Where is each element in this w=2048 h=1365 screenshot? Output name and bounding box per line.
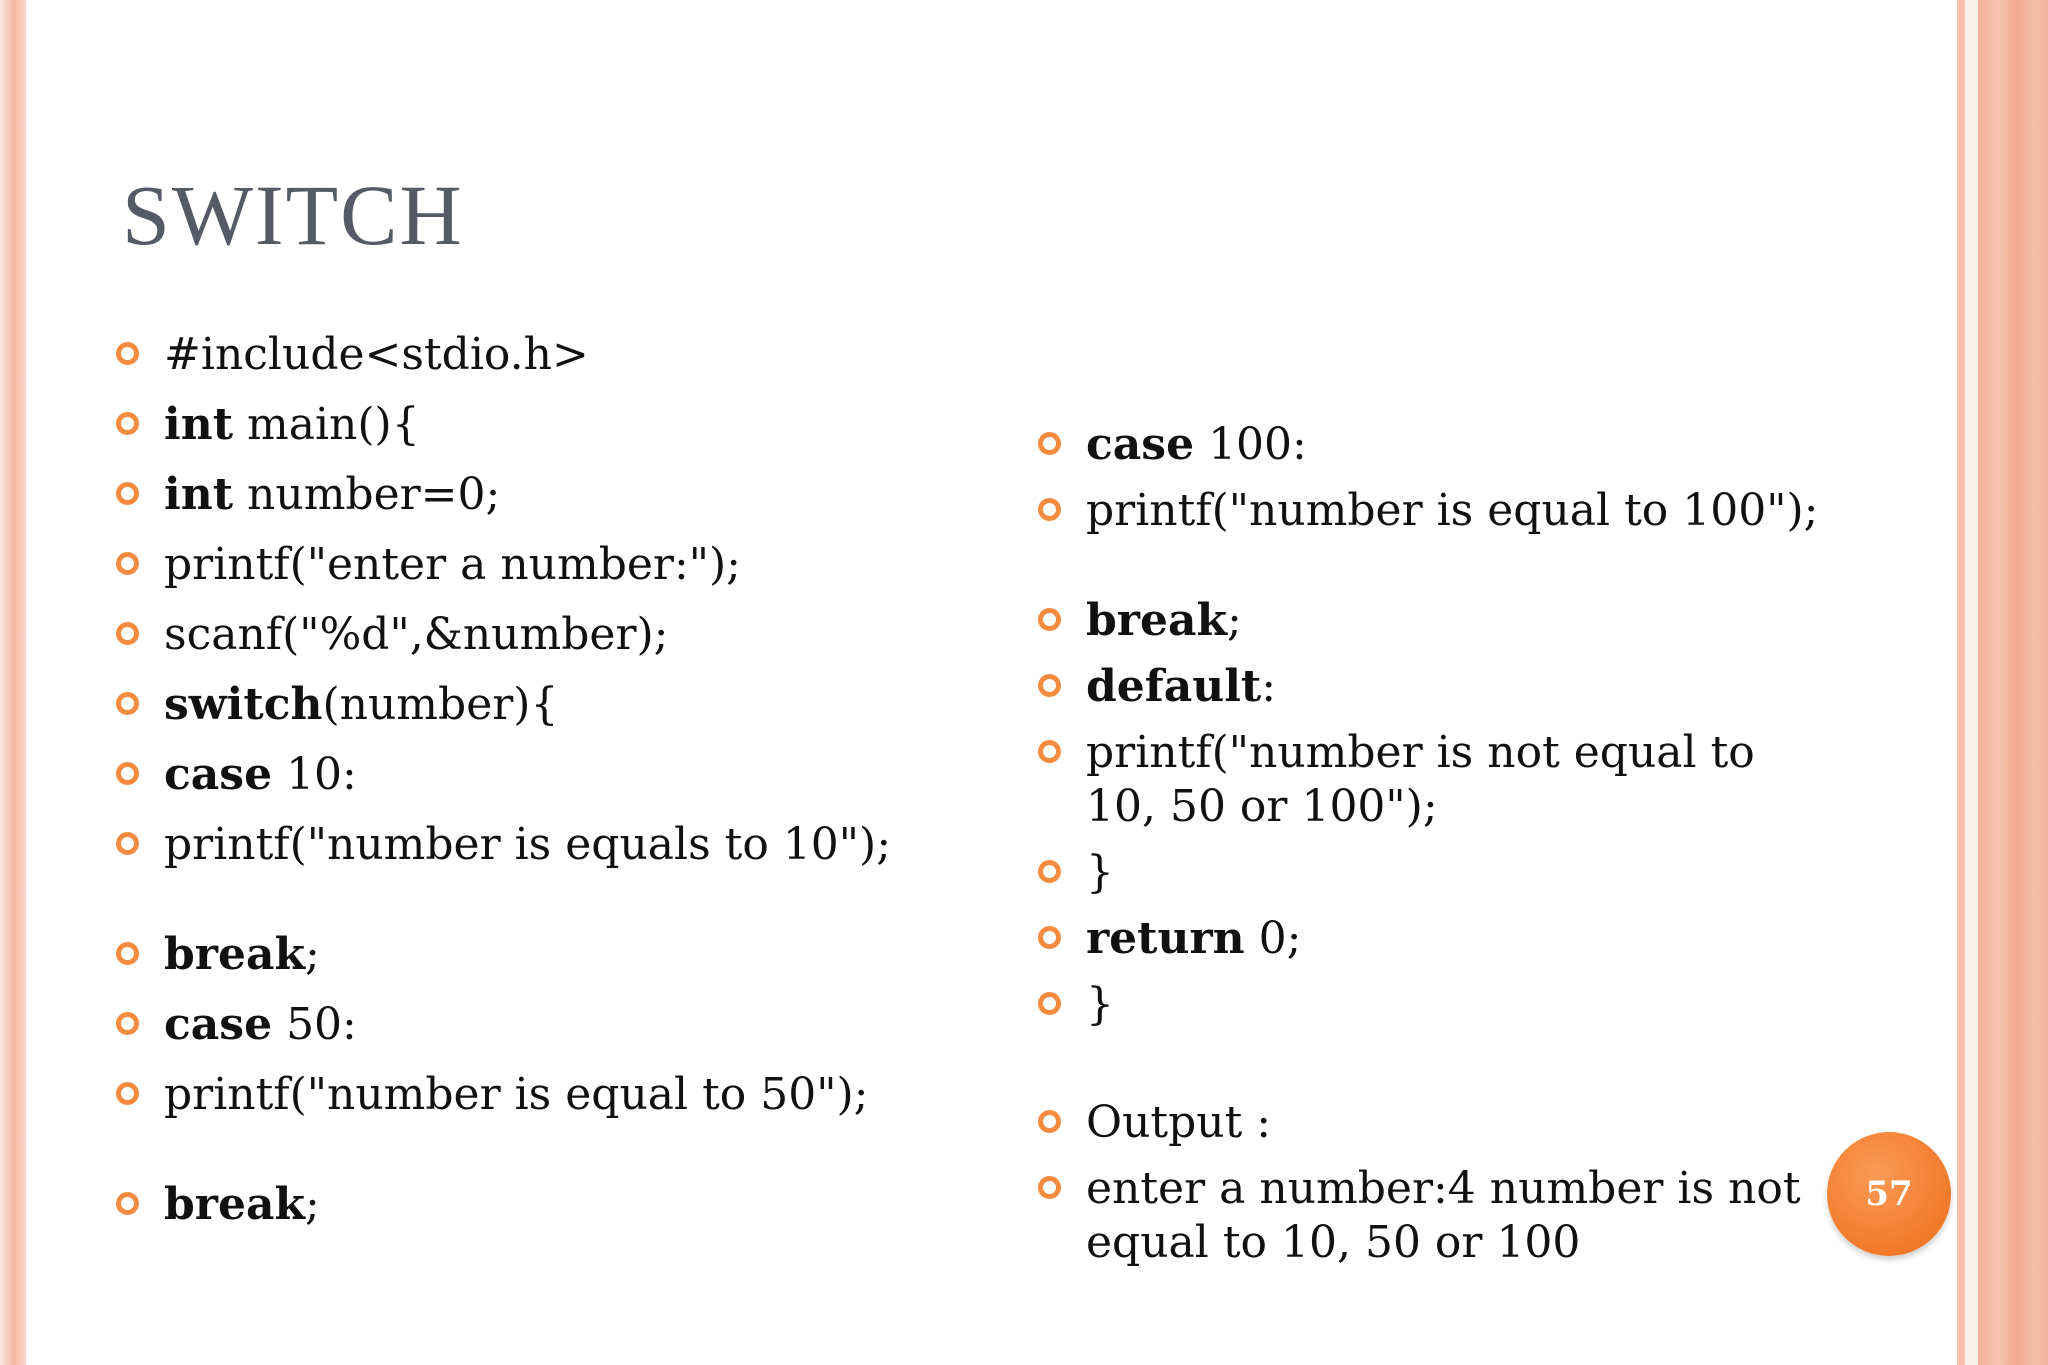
code-text: ; <box>304 929 320 980</box>
left-code-list <box>112 328 972 1232</box>
code-keyword: break <box>1086 595 1227 646</box>
code-text: ; <box>1226 595 1242 646</box>
right-code-list <box>1034 418 1834 1270</box>
list-item <box>1034 912 1834 966</box>
code-keyword: break <box>164 929 305 980</box>
bullet-circle-icon <box>116 342 139 365</box>
list-item <box>112 998 972 1052</box>
code-text: scanf("%d",&number); <box>164 609 669 660</box>
code-text: printf("number is equal to 100"); <box>1086 485 1819 536</box>
code-text: enter a number:4 number is not equal to 10, 50 or 100 <box>1086 1163 1801 1268</box>
code-keyword: int <box>164 469 234 520</box>
code-text: } <box>1086 979 1114 1030</box>
bullet-circle-icon <box>116 622 139 645</box>
code-keyword: case <box>164 749 273 800</box>
bullet-circle-icon <box>116 482 139 505</box>
bullet-circle-icon <box>1038 740 1061 763</box>
bullet-circle-icon <box>1038 1110 1061 1133</box>
list-item <box>1034 726 1834 834</box>
bullet-circle-icon <box>1038 992 1061 1015</box>
code-text: 10: <box>272 749 357 800</box>
list-item <box>1034 1096 1834 1150</box>
bullet-circle-icon <box>116 762 139 785</box>
code-text: 100: <box>1194 419 1307 470</box>
code-text: printf("number is not equal to 10, 50 or 100"); <box>1086 727 1755 832</box>
list-item <box>112 1068 972 1122</box>
list-item <box>112 608 972 662</box>
list-item <box>112 468 972 522</box>
list-item <box>1034 846 1834 900</box>
list-item <box>112 1178 972 1232</box>
code-text: main(){ <box>233 399 420 450</box>
code-keyword: case <box>164 999 273 1050</box>
code-keyword: switch <box>164 679 323 730</box>
list-item <box>112 398 972 452</box>
bullet-circle-icon <box>116 552 139 575</box>
list-item <box>112 328 972 382</box>
left-decorative-border <box>0 0 26 1365</box>
list-item <box>112 748 972 802</box>
bullet-circle-icon <box>1038 860 1061 883</box>
code-keyword: return <box>1086 913 1245 964</box>
bullet-circle-icon <box>116 692 139 715</box>
list-item <box>1034 660 1834 714</box>
code-text: printf("number is equals to 10"); <box>164 819 892 870</box>
list-item <box>1034 594 1834 648</box>
code-keyword: case <box>1086 419 1195 470</box>
list-item <box>1034 978 1834 1032</box>
bullet-circle-icon <box>116 942 139 965</box>
list-item <box>112 928 972 982</box>
code-keyword: int <box>164 399 234 450</box>
list-item <box>1034 1162 1834 1270</box>
right-decorative-gap <box>1965 0 1978 1365</box>
code-text: Output : <box>1086 1097 1272 1148</box>
code-text: } <box>1086 847 1114 898</box>
list-item <box>112 818 972 872</box>
code-text: 0; <box>1244 913 1302 964</box>
code-text: printf("number is equal to 50"); <box>164 1069 869 1120</box>
slide-title: SWITCH <box>122 167 464 263</box>
bullet-circle-icon <box>116 1012 139 1035</box>
code-text: ; <box>304 1179 320 1230</box>
bullet-circle-icon <box>116 1082 139 1105</box>
bullet-circle-icon <box>1038 498 1061 521</box>
bullet-circle-icon <box>1038 432 1061 455</box>
list-item <box>1034 418 1834 472</box>
right-decorative-border <box>1978 0 2048 1365</box>
code-text: 50: <box>272 999 357 1050</box>
page-number-badge: 57 <box>1827 1132 1951 1256</box>
code-text: : <box>1261 661 1277 712</box>
right-decorative-stripe <box>1957 0 1965 1365</box>
bullet-circle-icon <box>1038 1176 1061 1199</box>
list-item <box>1034 484 1834 538</box>
bullet-circle-icon <box>116 832 139 855</box>
code-text: (number){ <box>322 679 559 730</box>
list-item <box>112 538 972 592</box>
bullet-circle-icon <box>1038 608 1061 631</box>
code-text: printf("enter a number:"); <box>164 539 742 590</box>
code-text: #include<stdio.h> <box>164 329 589 380</box>
bullet-circle-icon <box>116 412 139 435</box>
bullet-circle-icon <box>1038 926 1061 949</box>
list-item <box>112 678 972 732</box>
code-keyword: break <box>164 1179 305 1230</box>
code-text: number=0; <box>233 469 501 520</box>
code-keyword: default <box>1086 661 1262 712</box>
bullet-circle-icon <box>1038 674 1061 697</box>
bullet-circle-icon <box>116 1192 139 1215</box>
